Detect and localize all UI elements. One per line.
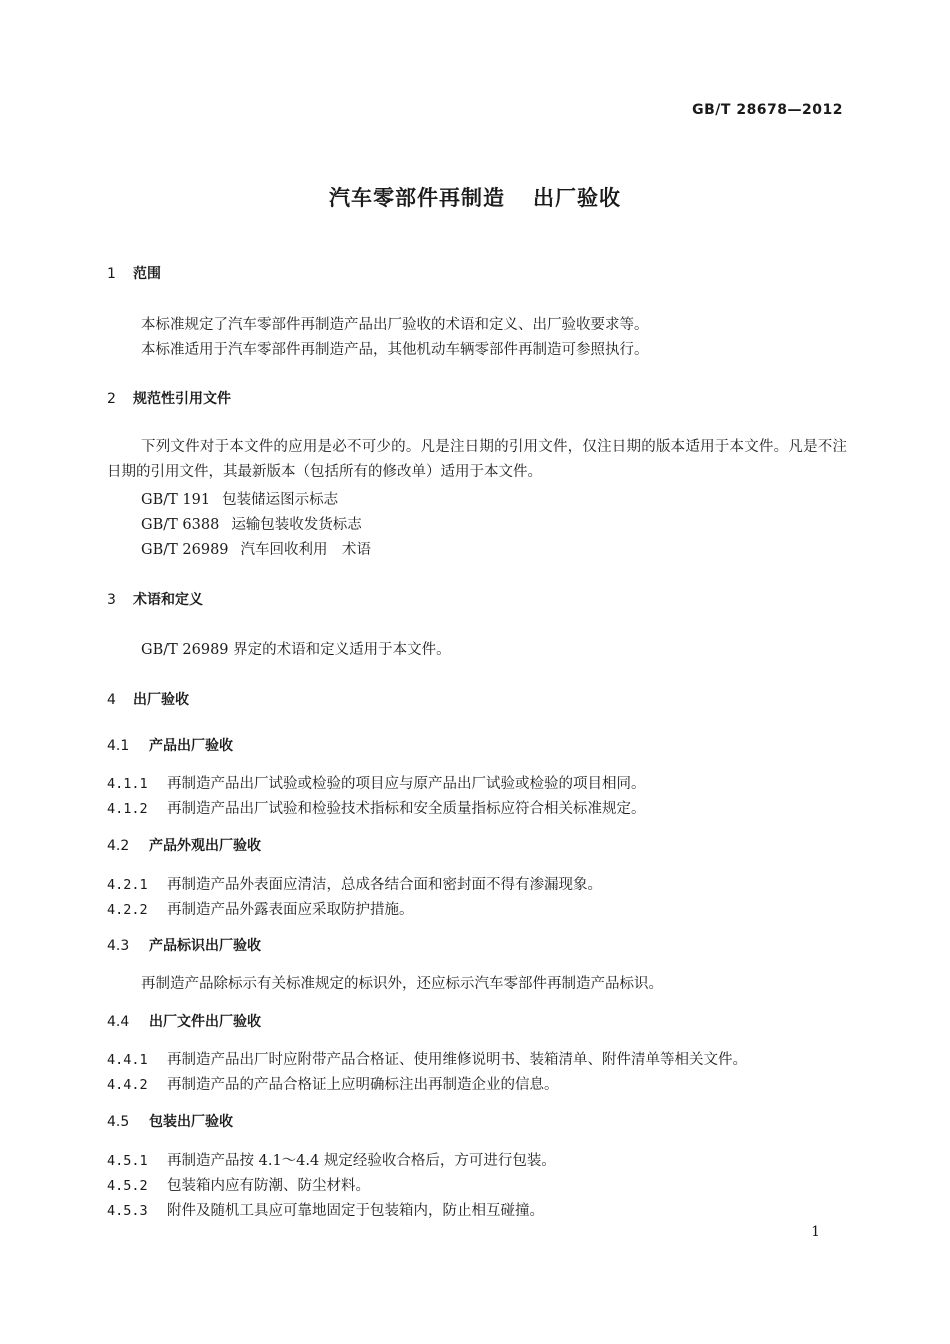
section-number: 4 — [107, 692, 116, 708]
clause-text: 包装箱内应有防潮、防尘材料。 — [167, 1178, 370, 1194]
paragraph: 本标准适用于汽车零部件再制造产品，其他机动车辆零部件再制造可参照执行。 — [141, 342, 649, 358]
title-part-2: 出厂验收 — [533, 186, 621, 210]
reference-item — [141, 488, 338, 509]
section-4-heading — [107, 689, 189, 709]
clause-number: 4.5.3 — [107, 1203, 148, 1219]
clause-text: 再制造产品的产品合格证上应明确标注出再制造企业的信息。 — [167, 1077, 559, 1093]
clause — [107, 1149, 556, 1170]
clause — [107, 1199, 544, 1220]
clause-number: 4.1.1 — [107, 776, 148, 792]
section-number: 2 — [107, 391, 116, 407]
subsection-title: 出厂文件出厂验收 — [149, 1014, 261, 1030]
clause — [107, 772, 646, 793]
subsection-title: 产品外观出厂验收 — [149, 838, 261, 854]
paragraph: 下列文件对于本文件的应用是必不可少的。凡是注日期的引用文件，仅注日期的版本适用于本文件。凡是不注日期的引用文件，其最新版本（包括所有的修改单）适用于本文件。 — [107, 439, 847, 480]
section-number: 3 — [107, 592, 116, 608]
subsection-4-4-heading — [107, 1011, 261, 1031]
section-title: 范围 — [133, 266, 161, 282]
clause-number: 4.2.2 — [107, 902, 148, 918]
subsection-number: 4.5 — [107, 1114, 130, 1130]
clause-text: 再制造产品按 4.1～4.4 规定经验收合格后，方可进行包装。 — [167, 1153, 556, 1169]
page-number: 1 — [811, 1224, 820, 1240]
reference-code: GB/T 26989 — [141, 542, 229, 558]
subsection-number: 4.3 — [107, 938, 130, 954]
subsection-number: 4.4 — [107, 1014, 130, 1030]
paragraph: 本标准规定了汽车零部件再制造产品出厂验收的术语和定义、出厂验收要求等。 — [141, 317, 649, 333]
reference-title: 汽车回收利用 术语 — [240, 542, 372, 558]
section-title: 规范性引用文件 — [133, 391, 231, 407]
section-number: 1 — [107, 266, 116, 282]
title-part-1: 汽车零部件再制造 — [329, 186, 505, 210]
clause-text: 再制造产品出厂试验和检验技术指标和安全质量指标应符合相关标准规定。 — [167, 801, 646, 817]
clause — [107, 1073, 559, 1094]
subsection-number: 4.2 — [107, 838, 130, 854]
clause-number: 4.1.2 — [107, 801, 148, 817]
clause-number: 4.4.1 — [107, 1052, 148, 1068]
subsection-number: 4.1 — [107, 738, 130, 754]
clause — [107, 898, 414, 919]
clause-text: 再制造产品外露表面应采取防护措施。 — [167, 902, 414, 918]
subsection-4-5-heading — [107, 1111, 233, 1131]
reference-title: 包装储运图示标志 — [222, 492, 339, 508]
document-title — [0, 182, 950, 212]
clause-number: 4.2.1 — [107, 877, 148, 893]
reference-code: GB/T 6388 — [141, 517, 220, 533]
clause-number: 4.4.2 — [107, 1077, 148, 1093]
paragraph: GB/T 26989 界定的术语和定义适用于本文件。 — [141, 642, 451, 658]
clause — [107, 1048, 747, 1069]
section-2-heading — [107, 388, 231, 408]
reference-item — [141, 538, 371, 559]
reference-title: 运输包装收发货标志 — [231, 517, 362, 533]
clause-text: 再制造产品出厂时应附带产品合格证、使用维修说明书、装箱清单、附件清单等相关文件。 — [167, 1052, 747, 1068]
section-1-heading — [107, 263, 161, 283]
section-title: 术语和定义 — [133, 592, 203, 608]
clause — [107, 1174, 370, 1195]
clause — [107, 873, 602, 894]
clause-text: 再制造产品出厂试验或检验的项目应与原产品出厂试验或检验的项目相同。 — [167, 776, 646, 792]
subsection-title: 包装出厂验收 — [149, 1114, 233, 1130]
subsection-title: 产品标识出厂验收 — [149, 938, 261, 954]
clause-text: 附件及随机工具应可靠地固定于包装箱内，防止相互碰撞。 — [167, 1203, 544, 1219]
section-3-heading — [107, 589, 203, 609]
reference-item — [141, 513, 362, 534]
subsection-4-2-heading — [107, 835, 261, 855]
section-title: 出厂验收 — [133, 692, 189, 708]
subsection-4-1-heading — [107, 735, 233, 755]
paragraph: 再制造产品除标示有关标准规定的标识外，还应标示汽车零部件再制造产品标识。 — [141, 976, 663, 992]
clause-number: 4.5.2 — [107, 1178, 148, 1194]
clause-number: 4.5.1 — [107, 1153, 148, 1169]
subsection-4-3-heading — [107, 935, 261, 955]
standard-number: GB/T 28678—2012 — [692, 102, 843, 118]
reference-code: GB/T 191 — [141, 492, 211, 508]
clause-text: 再制造产品外表面应清洁，总成各结合面和密封面不得有渗漏现象。 — [167, 877, 602, 893]
subsection-title: 产品出厂验收 — [149, 738, 233, 754]
clause — [107, 797, 646, 818]
